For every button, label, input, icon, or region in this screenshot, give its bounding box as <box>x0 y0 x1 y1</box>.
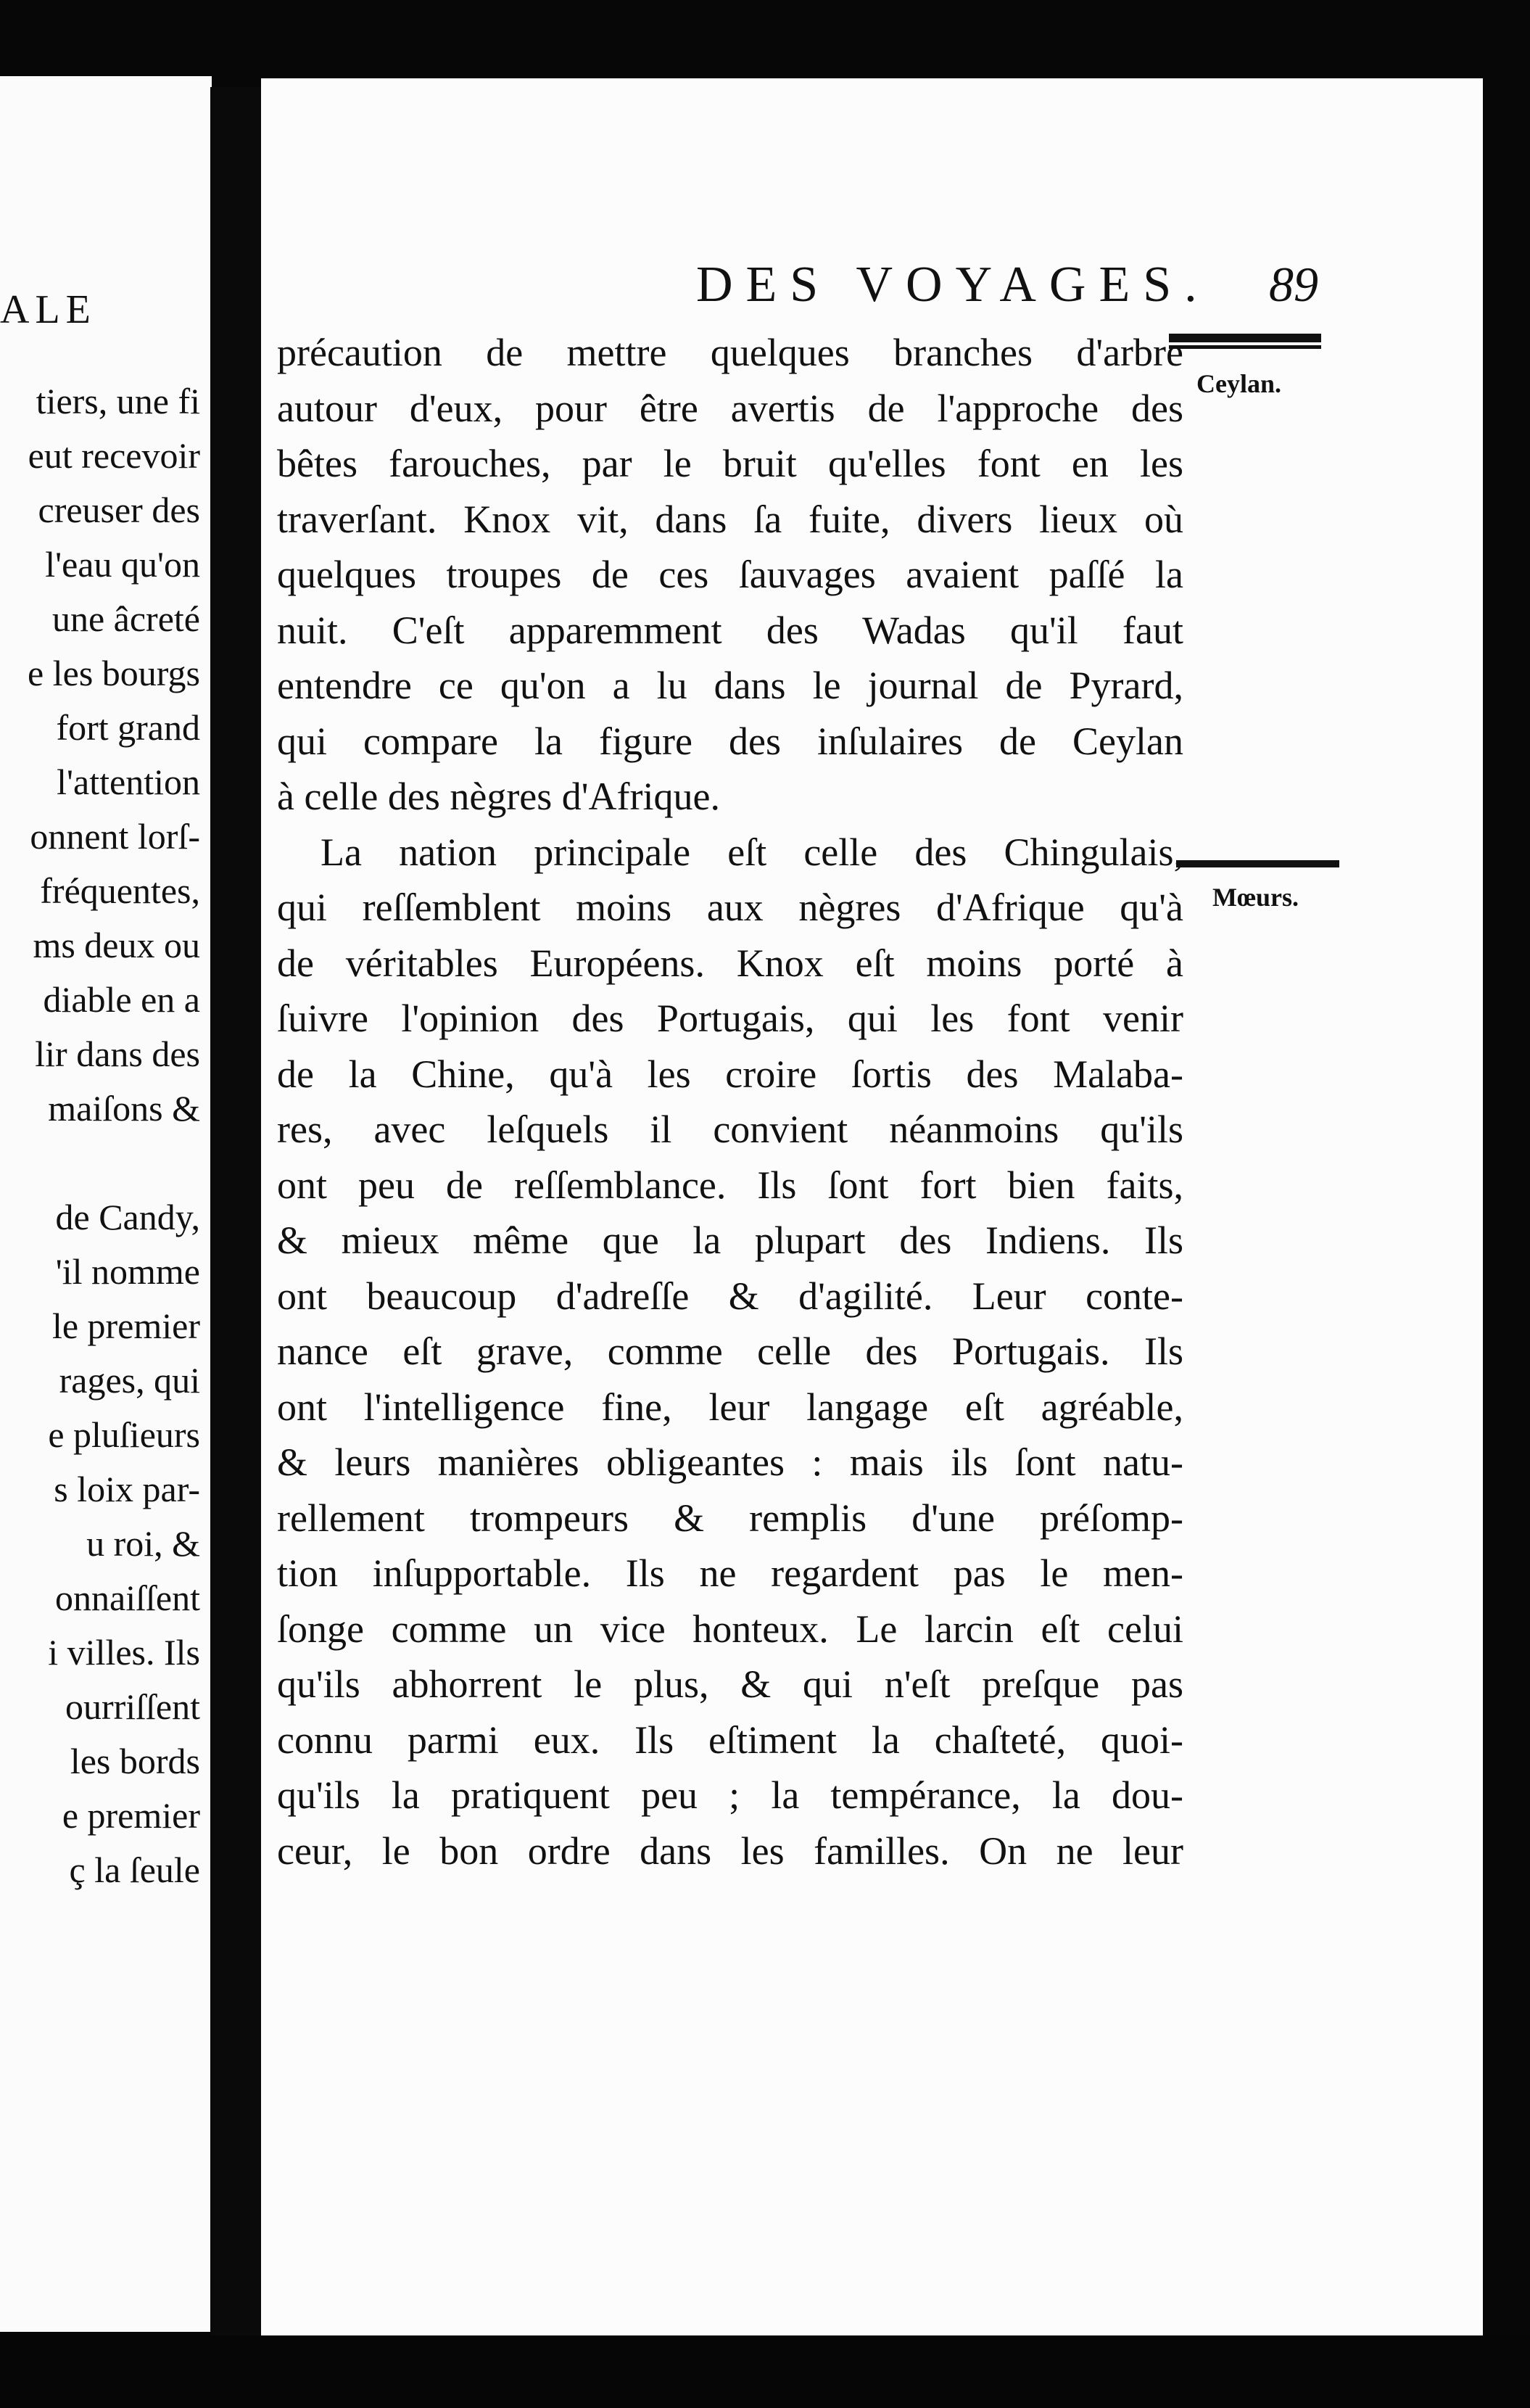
left-page-line: une âcreté <box>51 598 200 639</box>
text-line: La nation principale eſt celle des Chingulais, <box>321 830 1183 874</box>
margin-note-rule <box>1176 860 1339 867</box>
left-page-line: maiſons & <box>48 1088 200 1129</box>
left-page-line: s loix par- <box>54 1469 200 1509</box>
left-page-header-fragment: ALE <box>0 287 96 332</box>
bottom-edge <box>0 2335 1530 2408</box>
text-line: qu'ils abhorrent le plus, & qui n'eſt preſque pas <box>277 1662 1183 1706</box>
text-line: res, avec leſquels il convient néanmoins qu'ils <box>277 1108 1183 1151</box>
left-page-line: ms deux ou <box>33 925 200 965</box>
left-page-line: 'il nomme <box>55 1251 200 1292</box>
text-line: rellement trompeurs & remplis d'une préſomp- <box>277 1496 1183 1540</box>
margin-note-rule <box>1169 345 1321 349</box>
text-line: traverſant. Knox vit, dans ſa fuite, divers lieux où <box>277 497 1183 541</box>
text-line: autour d'eux, pour être avertis de l'approche des <box>277 386 1183 430</box>
text-line: tion inſupportable. Ils ne regardent pas le men- <box>277 1551 1183 1595</box>
text-line: connu parmi eux. Ils eſtiment la chaſteté, quoi- <box>277 1718 1183 1762</box>
left-page-line: onnaiſſent <box>55 1578 200 1618</box>
book-gutter <box>210 87 261 2350</box>
text-line: nuit. C'eſt apparemment des Wadas qu'il faut <box>277 608 1183 652</box>
left-page-line: le premier <box>51 1306 200 1346</box>
left-page-line: lir dans des <box>35 1034 200 1074</box>
running-title: DES VOYAGES. <box>696 257 1210 313</box>
text-line: qui compare la figure des inſulaires de Ceylan <box>277 719 1183 763</box>
left-page-line: creuser des <box>38 490 200 530</box>
text-line: ont peu de reſſemblance. Ils ſont fort bien faits, <box>277 1163 1183 1207</box>
left-page-line: fréquentes, <box>40 870 200 911</box>
margin-note-ceylan: Ceylan. <box>1196 369 1281 398</box>
text-line: de véritables Européens. Knox eſt moins porté à <box>277 941 1183 985</box>
left-page-line: i villes. Ils <box>48 1632 200 1673</box>
left-page-line: fort grand <box>56 707 200 748</box>
text-line: ſuivre l'opinion des Portugais, qui les font venir <box>277 997 1183 1040</box>
page-header <box>435 256 1421 314</box>
left-page-line: tiers, une fi <box>36 381 200 421</box>
left-page-line: ourriſſent <box>65 1686 200 1727</box>
text-line: de la Chine, qu'à les croire ſortis des Malaba- <box>277 1052 1183 1096</box>
left-page-line: l'attention <box>57 762 200 802</box>
text-line: & mieux même que la plupart des Indiens. Ils <box>277 1219 1183 1262</box>
left-page-line: e les bourgs <box>28 653 200 693</box>
text-line: ont beaucoup d'adreſſe & d'agilité. Leur conte- <box>277 1274 1183 1318</box>
left-page-line: rages, qui <box>59 1360 200 1401</box>
left-page-line: u roi, & <box>86 1523 200 1564</box>
text-line: ont l'intelligence fine, leur langage eſt agréable, <box>277 1385 1183 1429</box>
text-line: quelques troupes de ces ſauvages avaient paſſé la <box>277 553 1183 596</box>
left-page-line: l'eau qu'on <box>45 544 200 585</box>
left-page-line: e premier <box>62 1795 200 1836</box>
text-line: & leurs manières obligeantes : mais ils ſont natu- <box>277 1440 1183 1484</box>
left-page-line: de Candy, <box>55 1197 200 1237</box>
text-line: ſonge comme un vice honteux. Le larcin eſt celui <box>277 1607 1183 1651</box>
margin-note-rule <box>1169 334 1321 342</box>
text-line: précaution de mettre quelques branches d'arbre <box>277 331 1183 374</box>
left-page-line: e pluſieurs <box>48 1414 200 1455</box>
text-line: nance eſt grave, comme celle des Portugais. Ils <box>277 1329 1183 1373</box>
left-page <box>0 76 212 2332</box>
left-page-line: eut recevoir <box>28 435 200 476</box>
text-line: ceur, le bon ordre dans les familles. On ne leur <box>277 1828 1183 1873</box>
text-line: à celle des nègres d'Afrique. <box>277 775 720 818</box>
text-line: qui reſſemblent moins aux nègres d'Afrique qu'à <box>277 886 1183 929</box>
margin-note-moeurs: Mœurs. <box>1212 883 1299 912</box>
text-line: qu'ils la pratiquent peu ; la tempérance, la dou- <box>277 1773 1183 1817</box>
left-page-line: diable en a <box>43 979 200 1020</box>
left-page-line: onnent lorſ- <box>30 816 200 857</box>
page-number: 89 <box>1269 257 1318 312</box>
text-line: entendre ce qu'on a lu dans le journal de Pyrard, <box>277 664 1183 707</box>
left-page-line: ç la ſeule <box>69 1850 200 1890</box>
right-page <box>261 78 1483 2338</box>
left-page-line: les bords <box>70 1741 200 1781</box>
text-line: bêtes farouches, par le bruit qu'elles font en les <box>277 442 1183 485</box>
